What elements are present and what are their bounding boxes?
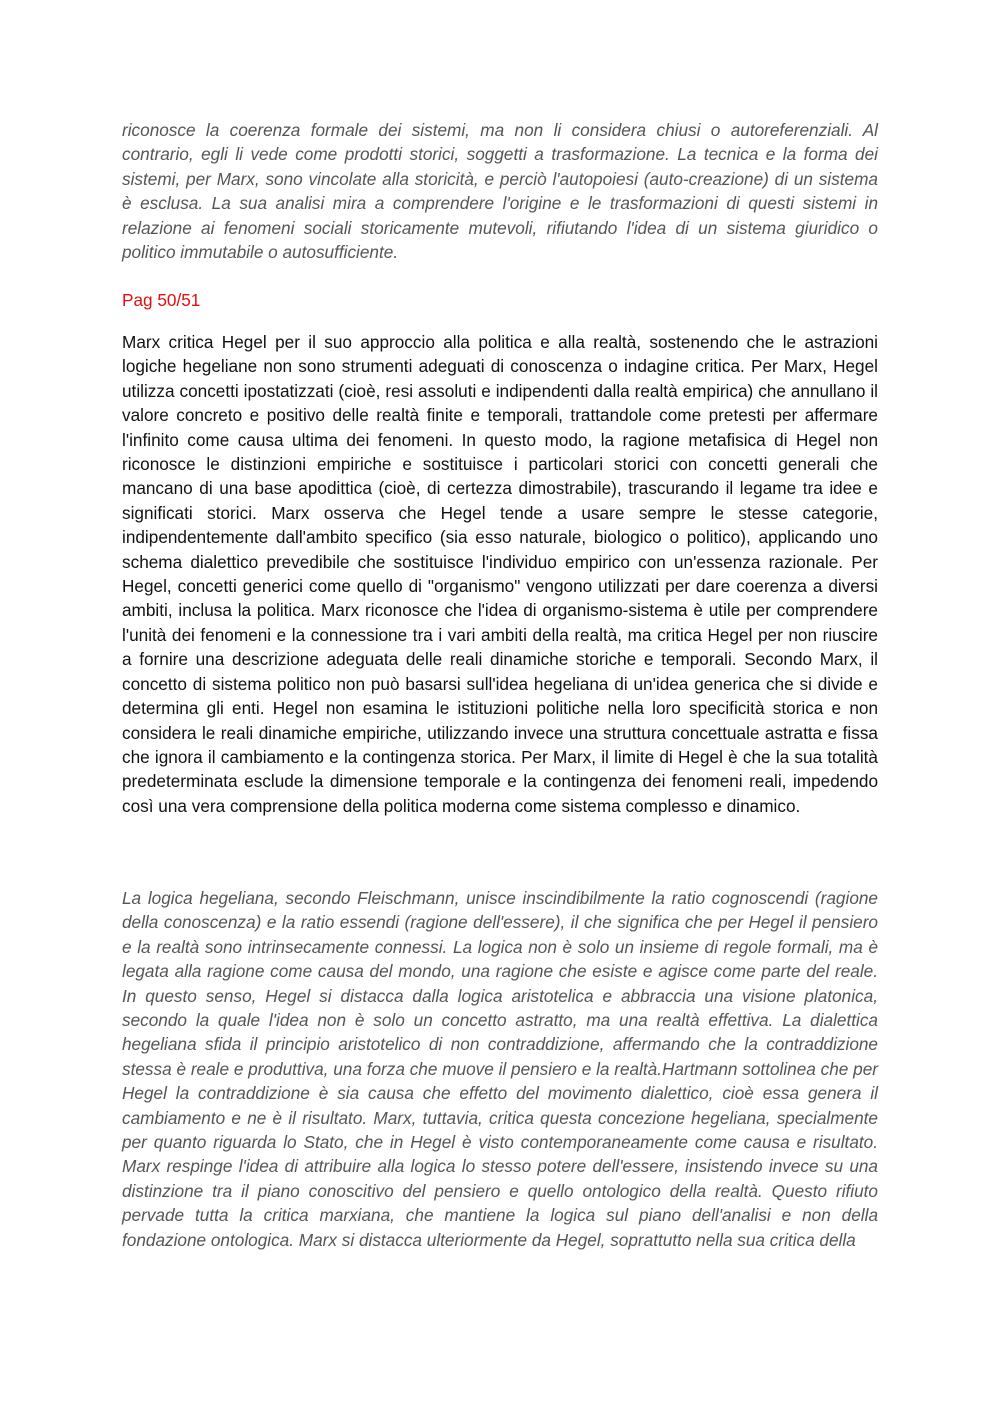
- paragraph-hegelian-logic-italic: La logica hegeliana, secondo Fleischmann, unisce inscindibilmente la ratio cognoscendi (ragione della conoscenza) e la ratio essendi (ragione dell'essere), il che significa che per Hegel il pensiero e la realtà sono intrinsecamente connessi. La logica non è solo un insieme di regole formali, ma è legata alla ragione come causa del mondo, una ragione che esiste e agisce come parte del reale. In questo senso, Hegel si distacca dalla logica aristotelica e abbraccia una visione platonica, secondo la quale l'idea non è solo un concetto astratto, ma una realtà effettiva. La dialettica hegeliana sfida il principio aristotelico di non contraddizione, affermando che la contraddizione stessa è reale e produttiva, una forza che muove il pensiero e la realtà.Hartmann sottolinea che per Hegel la contraddizione è sia causa che effetto del movimento dialettico, cioè essa genera il cambiamento e ne è il risultato. Marx, tuttavia, critica questa concezione hegeliana, specialmente per quanto riguarda lo Stato, che in Hegel è visto contemporaneamente come causa e risultato. Marx respinge l'idea di attribuire alla logica lo stesso potere dell'essere, insistendo invece su una distinzione tra il piano conoscitivo del pensiero e quello ontologico della realtà. Questo rifiuto pervade tutta la critica marxiana, che mantiene la logica sul piano dell'analisi e non della fondazione ontologica. Marx si distacca ulteriormente da Hegel, soprattutto nella sua critica della: [122, 888, 878, 1250]
- page-reference: Pag 50/51: [122, 290, 201, 310]
- paragraph-marx-hegel: Marx critica Hegel per il suo approccio alla politica e alla realtà, sostenendo che le astrazioni logiche hegeliane non sono strumenti adeguati di conoscenza o indagine critica. Per Marx, Hegel utilizza concetti ipostatizzati (cioè, resi assoluti e indipendenti dalla realtà empirica) che annullano il valore concreto e positivo delle realtà finite e temporali, trattandole come pretesti per affermare l'infinito come causa ultima dei fenomeni. In questo modo, la ragione metafisica di Hegel non riconosce le distinzioni empiriche e sostituisce i particolari storici con concetti generali che mancano di una base apodittica (cioè, di certezza dimostrabile), trascurando il legame tra idee e significati storici. Marx osserva che Hegel tende a usare sempre le stesse categorie, indipendentemente dall'ambito specifico (sia esso naturale, biologico o politico), applicando uno schema dialettico prevedibile che sostituisce l'individuo empirico con un'essenza razionale. Per Hegel, concetti generici come quello di "organismo" vengono utilizzati per dare coerenza a diversi ambiti, inclusa la politica. Marx riconosce che l'idea di organismo-sistema è utile per comprendere l'unità dei fenomeni e la connessione tra i vari ambiti della realtà, ma critica Hegel per non riuscire a fornire una descrizione adeguata delle reali dinamiche storiche e temporali. Secondo Marx, il concetto di sistema politico non può basarsi sull'idea hegeliana di un'idea generica che si divide e determina gli enti. Hegel non esamina le istituzioni politiche nella loro specificità storica e non considera le reali dinamiche empiriche, utilizzando invece una struttura concettuale astratta e fissa che ignora il cambiamento e la contingenza storica. Per Marx, il limite di Hegel è che la sua totalità predeterminata esclude la dimensione temporale e la contingenza dei fenomeni reali, impedendo così una vera comprensione della politica moderna come sistema complesso e dinamico.: [122, 332, 878, 816]
- paragraph-intro-italic: riconosce la coerenza formale dei sistemi, ma non li considera chiusi o autoreferenziali. Al contrario, egli li vede come prodotti storici, soggetti a trasformazione. La tecnica e la forma dei sistemi, per Marx, sono vincolate alla storicità, e perciò l'autopoiesi (auto-creazione) di un sistema è esclusa. La sua analisi mira a comprendere l'origine e le trasformazioni di questi sistemi in relazione ai fenomeni sociali storicamente mutevoli, rifiutando l'idea di un sistema giuridico o politico immutabile o autosufficiente.: [122, 120, 878, 263]
